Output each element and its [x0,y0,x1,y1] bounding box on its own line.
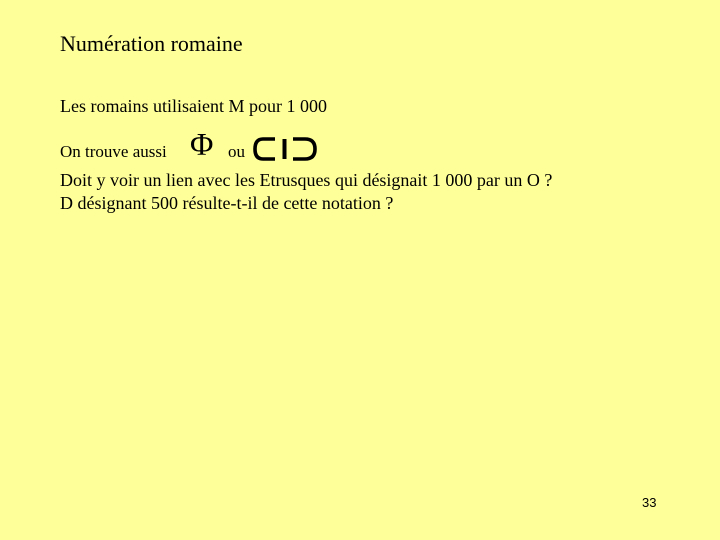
slide-title: Numération romaine [60,31,243,56]
text-line-3: Doit y voir un lien avec les Etrusques qui désignait 1 000 par un O ? [60,170,553,190]
text-line-2-prefix: On trouve aussi [60,142,167,161]
phi-symbol: Φ [190,126,214,162]
text-line-4: D désignant 500 résulte-t-il de cette notation ? [60,193,394,213]
page-number: 33 [642,495,657,510]
cid-icon [253,136,317,162]
text-line-2-ou: ou [228,142,245,161]
text-line-1: Les romains utilisaient M pour 1 000 [60,96,327,116]
